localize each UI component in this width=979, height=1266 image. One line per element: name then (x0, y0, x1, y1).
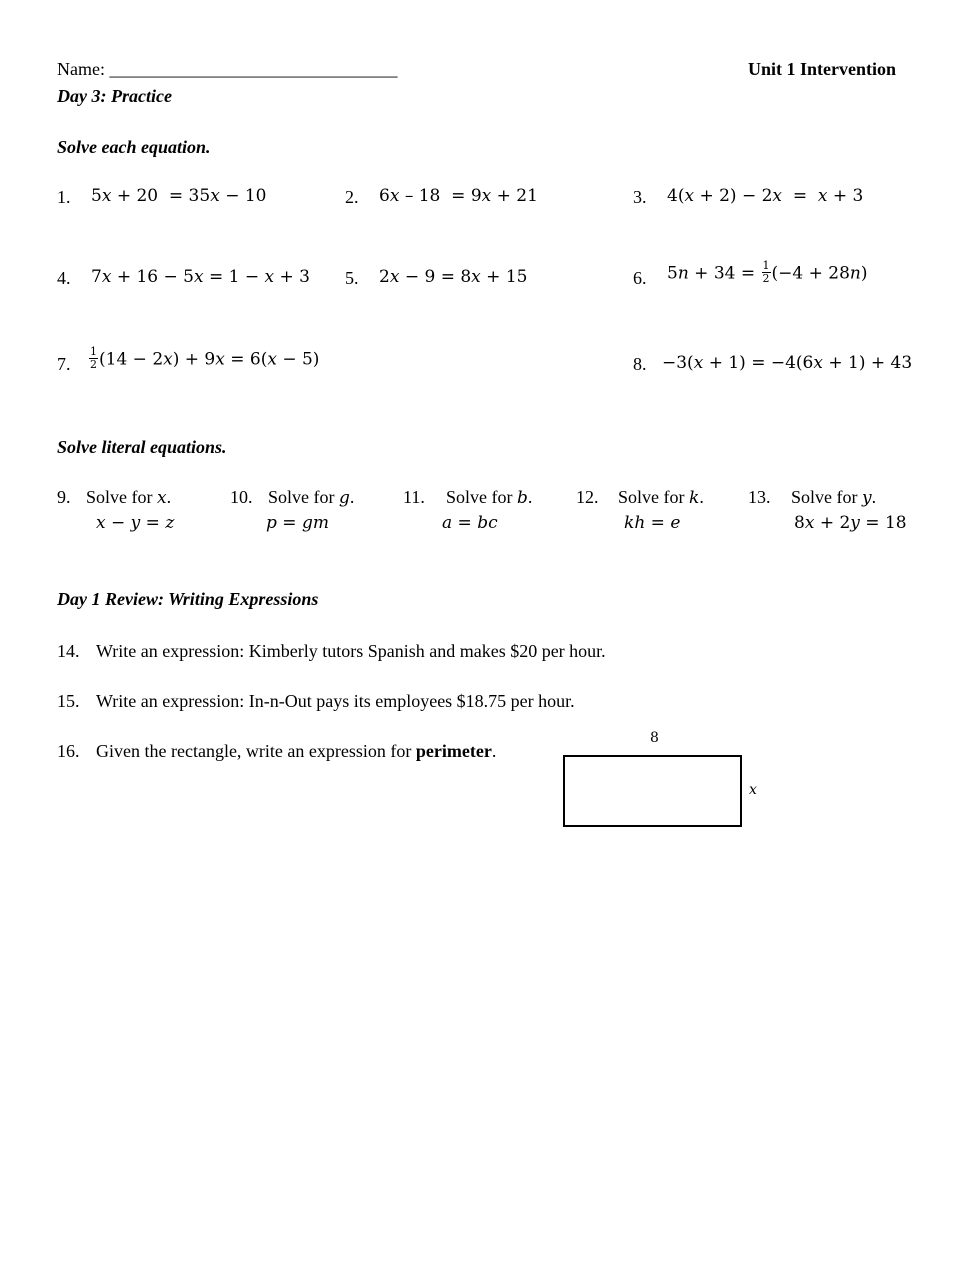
problem-2-equation: 6x – 18 = 9x + 21 (379, 186, 538, 206)
fraction-denominator: 2 (762, 271, 770, 285)
fraction-one-half (89, 346, 98, 370)
prompt-label: Solve for (446, 487, 517, 507)
fraction-denominator: 2 (90, 357, 97, 371)
rectangle-figure (563, 755, 742, 827)
eq-part: (−4 + 28n) (771, 263, 868, 284)
fraction-one-half (762, 260, 771, 284)
problem-4-equation: 7x + 16 − 5x = 1 − x + 3 (91, 267, 310, 287)
problem-16-text (96, 742, 496, 760)
problem-5-number: 5. (345, 268, 359, 288)
problem-11-equation: a = bc (442, 513, 498, 533)
problem-11-prompt: Solve for b. (446, 487, 533, 508)
problem-7-equation (88, 345, 320, 372)
problem-6-number: 6. (633, 268, 647, 288)
rectangle-top-label: 8 (650, 730, 659, 746)
problem-9-prompt: Solve for x. (86, 487, 172, 508)
fraction-numerator: 1 (762, 259, 770, 272)
problem-12-number: 12. (576, 487, 599, 507)
problem-6-equation (667, 259, 868, 286)
problem-13-equation: 8x + 2y = 18 (794, 513, 907, 533)
prompt-label: Solve for (618, 487, 689, 507)
problem-13-number: 13. (748, 487, 771, 507)
problem-4-number: 4. (57, 268, 71, 288)
problem-16-number: 16. (57, 741, 80, 761)
problem-8-number: 8. (633, 354, 647, 374)
prompt-variable: b (517, 488, 528, 508)
problem-5-equation: 2x − 9 = 8x + 15 (379, 267, 528, 287)
problem-3-number: 3. (633, 187, 647, 207)
problem-12-prompt: Solve for k. (618, 487, 704, 508)
prompt-label: Solve for (268, 487, 339, 507)
unit-title: Unit 1 Intervention (748, 59, 896, 79)
day-title: Day 3: Practice (57, 86, 172, 106)
problem-7-number: 7. (57, 354, 71, 374)
prompt-variable: x (157, 488, 167, 508)
prompt-variable: y (862, 488, 872, 508)
problem-10-equation: p = gm (266, 513, 329, 533)
problem-9-number: 9. (57, 487, 71, 507)
problem-16-text-part: Given the rectangle, write an expression for (96, 741, 416, 761)
problem-13-prompt: Solve for y. (791, 487, 877, 508)
prompt-label: Solve for (791, 487, 862, 507)
section-heading-solve: Solve each equation. (57, 137, 211, 157)
problem-15-number: 15. (57, 691, 80, 711)
rectangle-side-label: x (749, 782, 757, 798)
problem-14-number: 14. (57, 641, 80, 661)
prompt-label: Solve for (86, 487, 157, 507)
problem-10-prompt: Solve for g. (268, 487, 355, 508)
problem-9-equation: x − y = z (96, 513, 175, 533)
problem-12-equation: kh = e (624, 513, 681, 533)
eq-part: 5n + 34 = (667, 263, 761, 284)
problem-15-text: Write an expression: In-n-Out pays its employees $18.75 per hour. (96, 691, 575, 711)
prompt-variable: g (339, 488, 350, 508)
prompt-variable: k (689, 488, 700, 508)
section-heading-literal: Solve literal equations. (57, 437, 227, 457)
problem-11-number: 11. (403, 487, 425, 507)
problem-8-equation: −3(x + 1) = −4(6x + 1) + 43 (662, 353, 913, 373)
problem-2-number: 2. (345, 187, 359, 207)
problem-1-equation: 5x + 20 = 35x − 10 (91, 186, 267, 206)
fraction-numerator: 1 (90, 345, 97, 358)
eq-part: (14 − 2x) + 9x = 6(x − 5) (99, 349, 320, 370)
problem-3-equation: 4(x + 2) − 2x = x + 3 (667, 186, 864, 206)
problem-14-text: Write an expression: Kimberly tutors Spanish and makes $20 per hour. (96, 641, 606, 661)
name-field[interactable]: Name: ________________________________ (57, 59, 398, 79)
problem-1-number: 1. (57, 187, 71, 207)
problem-16-bold-word: perimeter (415, 741, 492, 761)
problem-16-text-end: . (491, 741, 497, 761)
section-heading-review: Day 1 Review: Writing Expressions (57, 589, 319, 609)
problem-10-number: 10. (230, 487, 253, 507)
